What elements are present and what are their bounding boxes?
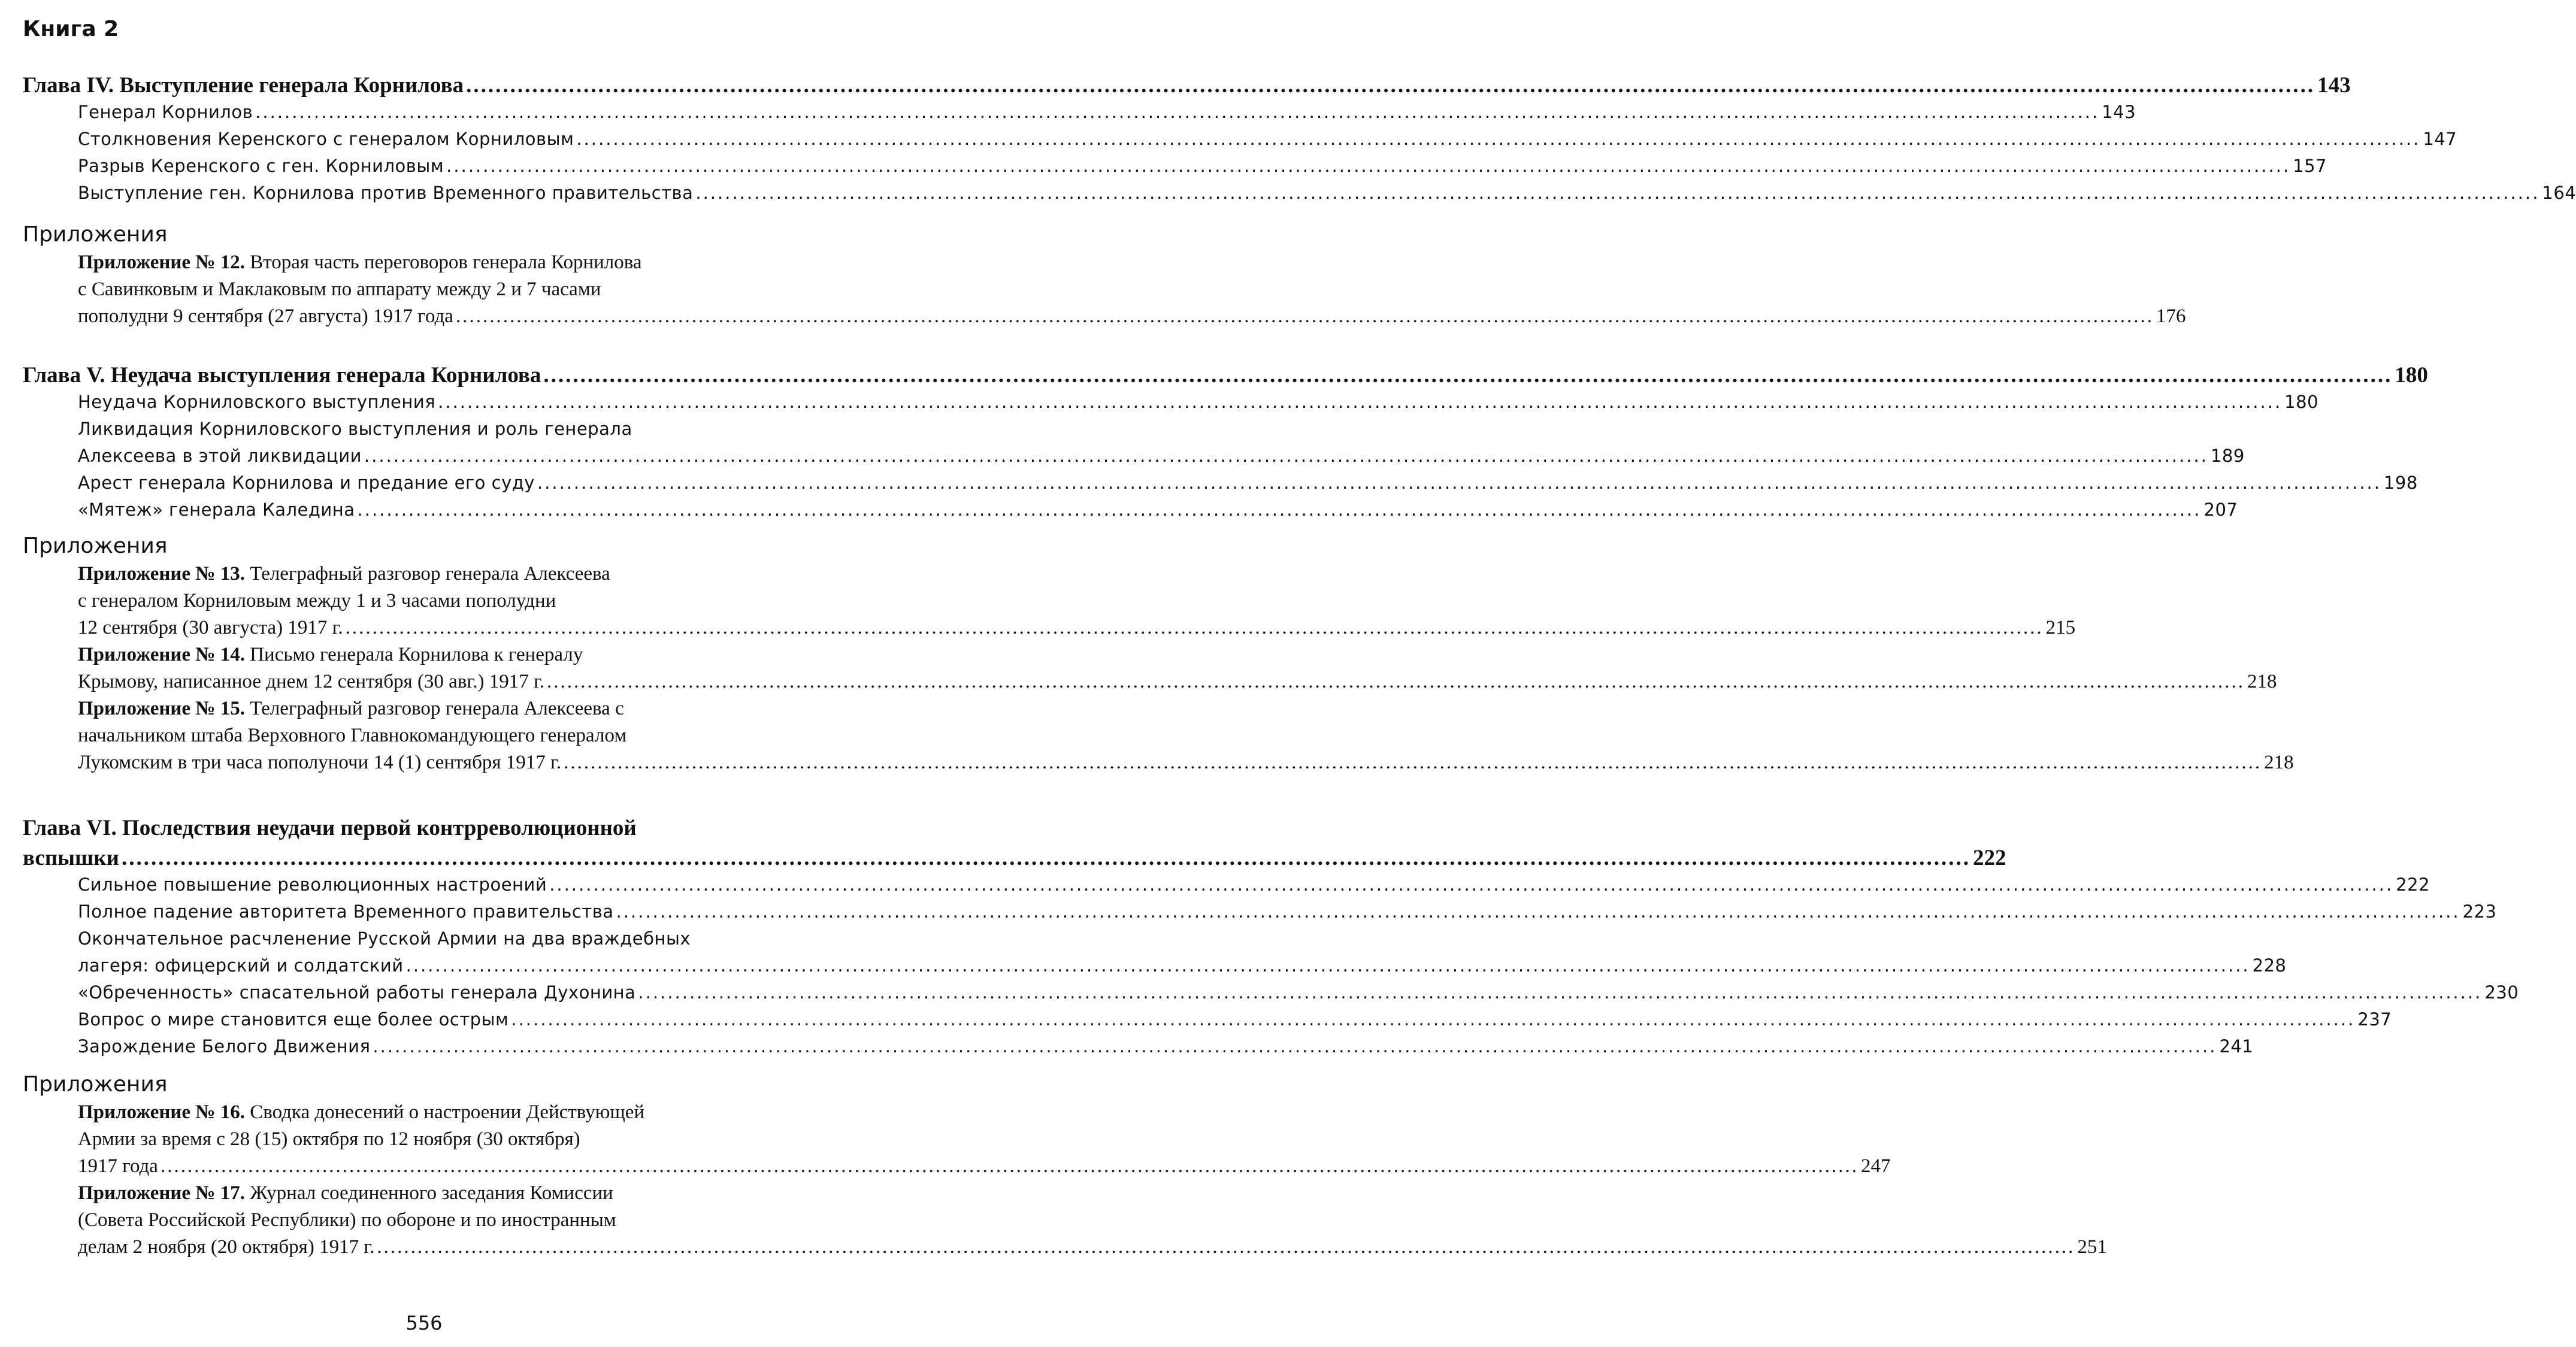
toc-entry[interactable]: Арест генерала Корнилова и предание его суду ..... 198 (23, 470, 821, 497)
chapter-5-appendices (23, 532, 2294, 776)
toc-entry[interactable]: «Обреченность» спасательной работы генерала Духонина ..... 230 (23, 979, 821, 1006)
chapter-4-sections (23, 99, 2576, 207)
dot-leader (466, 71, 2315, 101)
toc-entry-line: Ликвидация Корниловского выступления и роль генерала (78, 419, 632, 439)
appendices-heading: Приложения (23, 534, 168, 558)
chapter-6-sections (23, 871, 2519, 1060)
appendix-entry[interactable]: Приложение № 13. Телеграфный разговор генерала Алексеева с генералом Корниловым между 1 и 3 часами пополудни 12 сентября (30 августа) 1917 г. ..... 215 (23, 561, 821, 641)
toc-entry[interactable]: Глава IV. Выступление генерала Корнилова ..... 143 (23, 71, 821, 101)
appendix-entry[interactable]: Приложение № 15. Телеграфный разговор генерала Алексеева с начальником штаба Верховного Главнокомандующего генералом Лукомским в три часа пополуночи 14 (1) сентября 1917 г. ..... 218 (23, 695, 821, 776)
chapter-4-appendices (23, 220, 2186, 330)
toc-entry[interactable]: Алексеева в этой ликвидации ..... 189 (23, 443, 821, 470)
toc-entry[interactable]: вспышки ..... 222 (23, 843, 821, 873)
chapter-5-sections (23, 389, 2418, 523)
toc-entry[interactable]: Генерал Корнилов ..... 143 (23, 99, 821, 126)
appendix-entry[interactable]: Приложение № 16. Сводка донесений о настроении Действующей Армии за время с 28 (15) октября по 12 ноября (30 октября) 1917 года ..... 247 (23, 1099, 821, 1180)
toc-entry[interactable]: Полное падение авторитета Временного правительства ..... 223 (23, 898, 821, 925)
appendix-entry[interactable]: Приложение № 17. Журнал соединенного заседания Комиссии (Совета Российской Республики) по обороне и по иностранным делам 2 ноября (20 октября) 1917 г. ..... 251 (23, 1180, 821, 1261)
toc-entry-line: Окончательное расчленение Русской Армии на два враждебных (78, 928, 691, 949)
page-number: 556 (405, 1312, 443, 1334)
toc-entry[interactable]: Глава V. Неудача выступления генерала Корнилова ..... 180 (23, 361, 821, 391)
toc-entry[interactable]: Неудача Корниловского выступления ..... 180 (23, 389, 821, 416)
appendix-entry[interactable]: Приложение № 12. Вторая часть переговоров генерала Корнилова с Савинковым и Маклаковым по аппарату между 2 и 7 часами пополудни 9 сентября (27 августа) 1917 года ..... 176 (23, 249, 821, 330)
toc-entry[interactable]: Сильное повышение революционных настроений ..... 222 (23, 871, 821, 898)
toc-entry[interactable]: Вопрос о мире становится еще более острым ..... 237 (23, 1006, 821, 1033)
appendix-entry[interactable]: Приложение № 14. Письмо генерала Корнилова к генералу Крымову, написанное днем 12 сентября (30 авг.) 1917 г. ..... 218 (23, 641, 821, 695)
appendices-heading: Приложения (23, 1072, 168, 1097)
toc-entry[interactable]: Выступление ген. Корнилова против Временного правительства ..... 164 (23, 180, 821, 207)
toc-entry[interactable]: Зарождение Белого Движения ..... 241 (23, 1033, 821, 1060)
chapter-6-appendices (23, 1070, 2107, 1261)
book-title: Книга 2 (23, 17, 119, 41)
chapter-6-heading: Глава VI. Последствия неудачи первой контрреволюционной вспышки ..... 222 (23, 813, 821, 873)
toc-entry[interactable]: Разрыв Керенского с ген. Корниловым ..... 157 (23, 153, 821, 180)
toc-entry[interactable]: лагеря: офицерский и солдатский ..... 228 (23, 952, 821, 979)
appendices-heading: Приложения (23, 222, 168, 247)
toc-entry[interactable]: «Мятеж» генерала Каледина ..... 207 (23, 497, 821, 523)
chapter-5-heading (23, 361, 2428, 391)
chapter-4-heading (23, 71, 2351, 101)
toc-entry[interactable]: Столкновения Керенского с генералом Корниловым ..... 147 (23, 126, 821, 153)
